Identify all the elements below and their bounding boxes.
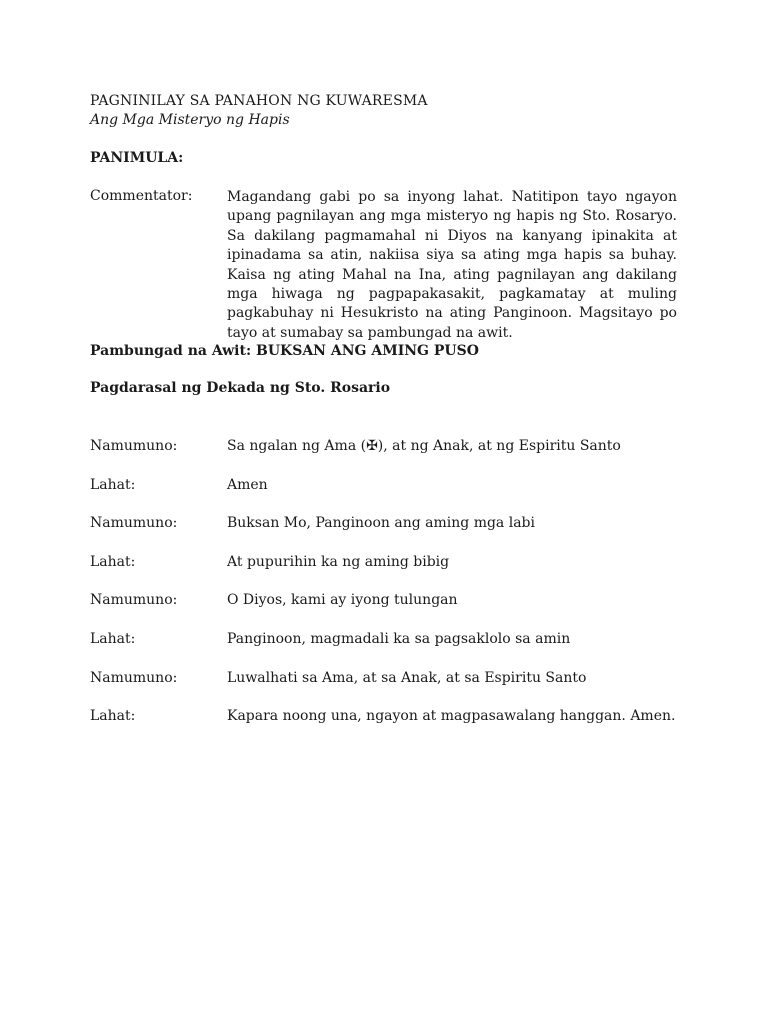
prayer-line: Panginoon, magmadali ka sa pagsaklolo sa amin <box>227 630 571 647</box>
prayer-row <box>90 630 690 669</box>
prayer-line: At pupurihin ka ng aming bibig <box>227 553 450 570</box>
prayer-speaker: Namumuno: <box>90 515 178 532</box>
prayer-list <box>90 437 690 746</box>
prayer-speaker: Lahat: <box>90 553 136 570</box>
prayer-line: Kapara noong una, ngayon at magpasawalang hanggan. Amen. <box>227 708 676 725</box>
commentator-label: Commentator: <box>90 188 193 204</box>
prayer-line: Luwalhati sa Ama, at sa Anak, at sa Espiritu Santo <box>227 669 587 686</box>
prayer-line: O Diyos, kami ay iyong tulungan <box>227 592 458 609</box>
prayer-row <box>90 476 690 515</box>
prayer-row <box>90 591 690 630</box>
prayer-speaker: Namumuno: <box>90 592 178 609</box>
prayer-line: Amen <box>227 476 268 493</box>
commentator-paragraph: Magandang gabi po sa inyong lahat. Natitipon tayo ngayon upang pagnilayan ang mga misteryo ng hapis ng Sto. Rosaryo. Sa dakilang pagmamahal ni Diyos na kanyang ipinakita at ipinadama sa atin, nakiisa siya sa ating mga hapis sa buhay. Kaisa ng ating Mahal na Ina, ating pagnilayan ang dakilang mga hiwaga ng pagpapakasakit, pagkamatay at muling pagkabuhay ni Hesukristo na ating Panginoon. Magsitayo po tayo at sumabay sa pambungad na awit. <box>227 189 677 341</box>
prayer-line: Sa ngalan ng Ama (✠), at ng Anak, at ng Espiritu Santo <box>227 438 621 454</box>
prayer-speaker: Namumuno: <box>90 438 178 454</box>
prayer-speaker: Lahat: <box>90 630 136 647</box>
document-subtitle: Ang Mga Misteryo ng Hapis <box>90 112 290 128</box>
prayer-line: Buksan Mo, Panginoon ang aming mga labi <box>227 515 535 532</box>
prayer-row <box>90 514 690 553</box>
prayer-row <box>90 553 690 592</box>
prayer-row <box>90 437 690 476</box>
prayer-speaker: Lahat: <box>90 476 136 493</box>
dekada-heading: Pagdarasal ng Dekada ng Sto. Rosario <box>90 380 391 396</box>
prayer-speaker: Lahat: <box>90 708 136 725</box>
document-title: PAGNINILAY SA PANAHON NG KUWARESMA <box>90 93 428 109</box>
prayer-row <box>90 707 690 746</box>
pambungad-awit-heading: Pambungad na Awit: BUKSAN ANG AMING PUSO <box>90 343 479 359</box>
prayer-speaker: Namumuno: <box>90 669 178 686</box>
prayer-row <box>90 669 690 708</box>
panimula-heading: PANIMULA: <box>90 150 184 166</box>
